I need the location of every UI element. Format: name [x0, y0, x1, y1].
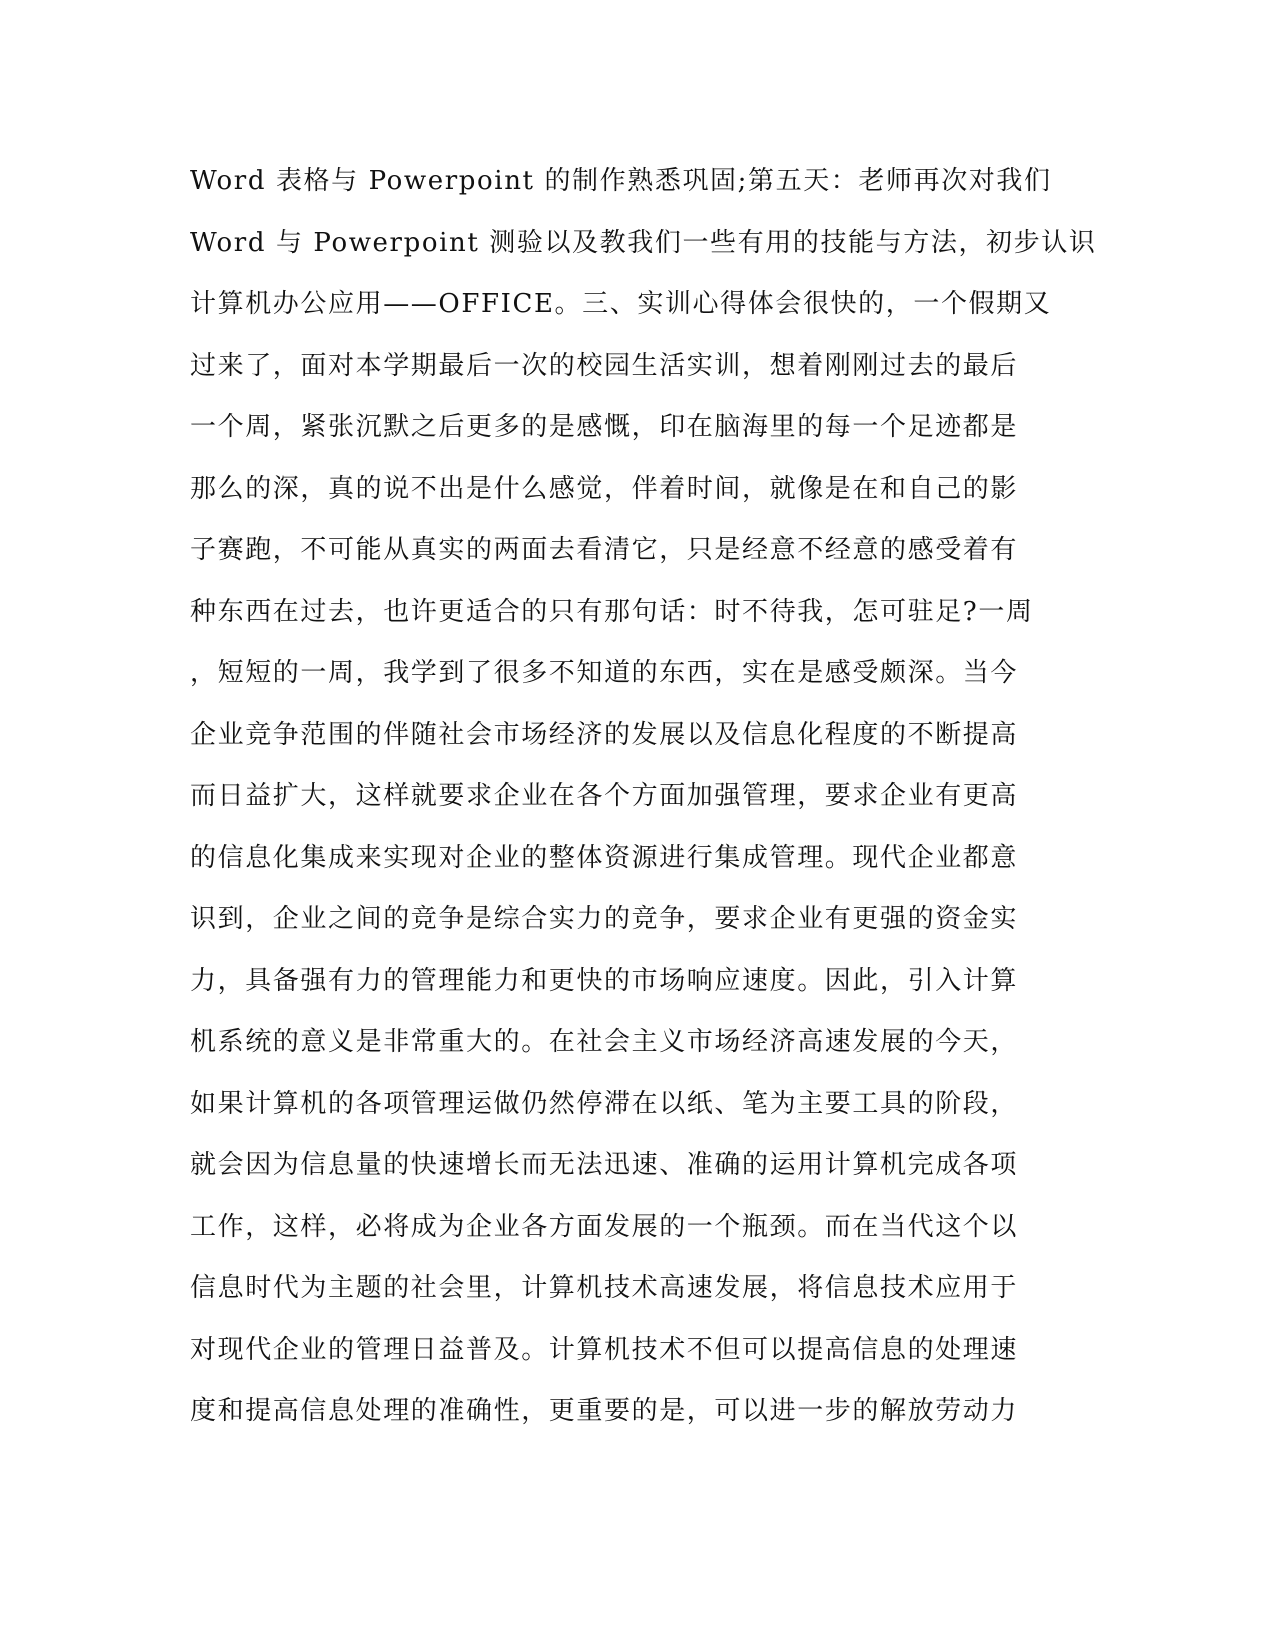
text-line: 对现代企业的管理日益普及。计算机技术不但可以提高信息的处理速 [190, 1334, 1019, 1365]
text-line: 种东西在过去，也许更适合的只有那句话：时不待我，怎可驻足?一周 [190, 596, 1034, 627]
text-line: 计算机办公应用——OFFICE。三、实训心得体会很快的，一个假期又 [190, 289, 1052, 319]
text-line: 力，具备强有力的管理能力和更快的市场响应速度。因此，引入计算 [190, 965, 1019, 996]
text-line: 过来了，面对本学期最后一次的校园生活实训，想着刚刚过去的最后 [190, 350, 1019, 381]
text-line: 信息时代为主题的社会里，计算机技术高速发展，将信息技术应用于 [190, 1273, 1019, 1303]
text-line: 而日益扩大，这样就要求企业在各个方面加强管理，要求企业有更高 [190, 781, 1019, 811]
text-line: 一个周，紧张沉默之后更多的是感慨，印在脑海里的每一个足迹都是 [190, 412, 1019, 442]
text-line: 那么的深，真的说不出是什么感觉，伴着时间，就像是在和自己的影 [190, 473, 1019, 504]
text-line: 识到，企业之间的竞争是综合实力的竞争，要求企业有更强的资金实 [190, 904, 1019, 934]
text-line: 的信息化集成来实现对企业的整体资源进行集成管理。现代企业都意 [190, 842, 1019, 873]
text-line: 工作，这样，必将成为企业各方面发展的一个瓶颈。而在当代这个以 [190, 1211, 1019, 1242]
text-line: 企业竞争范围的伴随社会市场经济的发展以及信息化程度的不断提高 [190, 719, 1019, 750]
text-line: 子赛跑，不可能从真实的两面去看清它，只是经意不经意的感受着有 [190, 535, 1019, 565]
text-line: 度和提高信息处理的准确性，更重要的是，可以进一步的解放劳动力 [190, 1396, 1019, 1426]
text-line: 如果计算机的各项管理运做仍然停滞在以纸、笔为主要工具的阶段， [190, 1088, 1019, 1119]
text-line: Word 表格与 Powerpoint 的制作熟悉巩固;第五天：老师再次对我们 [190, 166, 1052, 196]
text-line: 机系统的意义是非常重大的。在社会主义市场经济高速发展的今天， [190, 1027, 1019, 1057]
body-text [190, 166, 1097, 1458]
text-line: Word 与 Powerpoint 测验以及教我们一些有用的技能与方法，初步认识 [190, 227, 1097, 258]
text-line: ，短短的一周，我学到了很多不知道的东西，实在是感受颇深。当今 [190, 658, 1019, 688]
text-line: 就会因为信息量的快速增长而无法迅速、准确的运用计算机完成各项 [190, 1150, 1019, 1180]
